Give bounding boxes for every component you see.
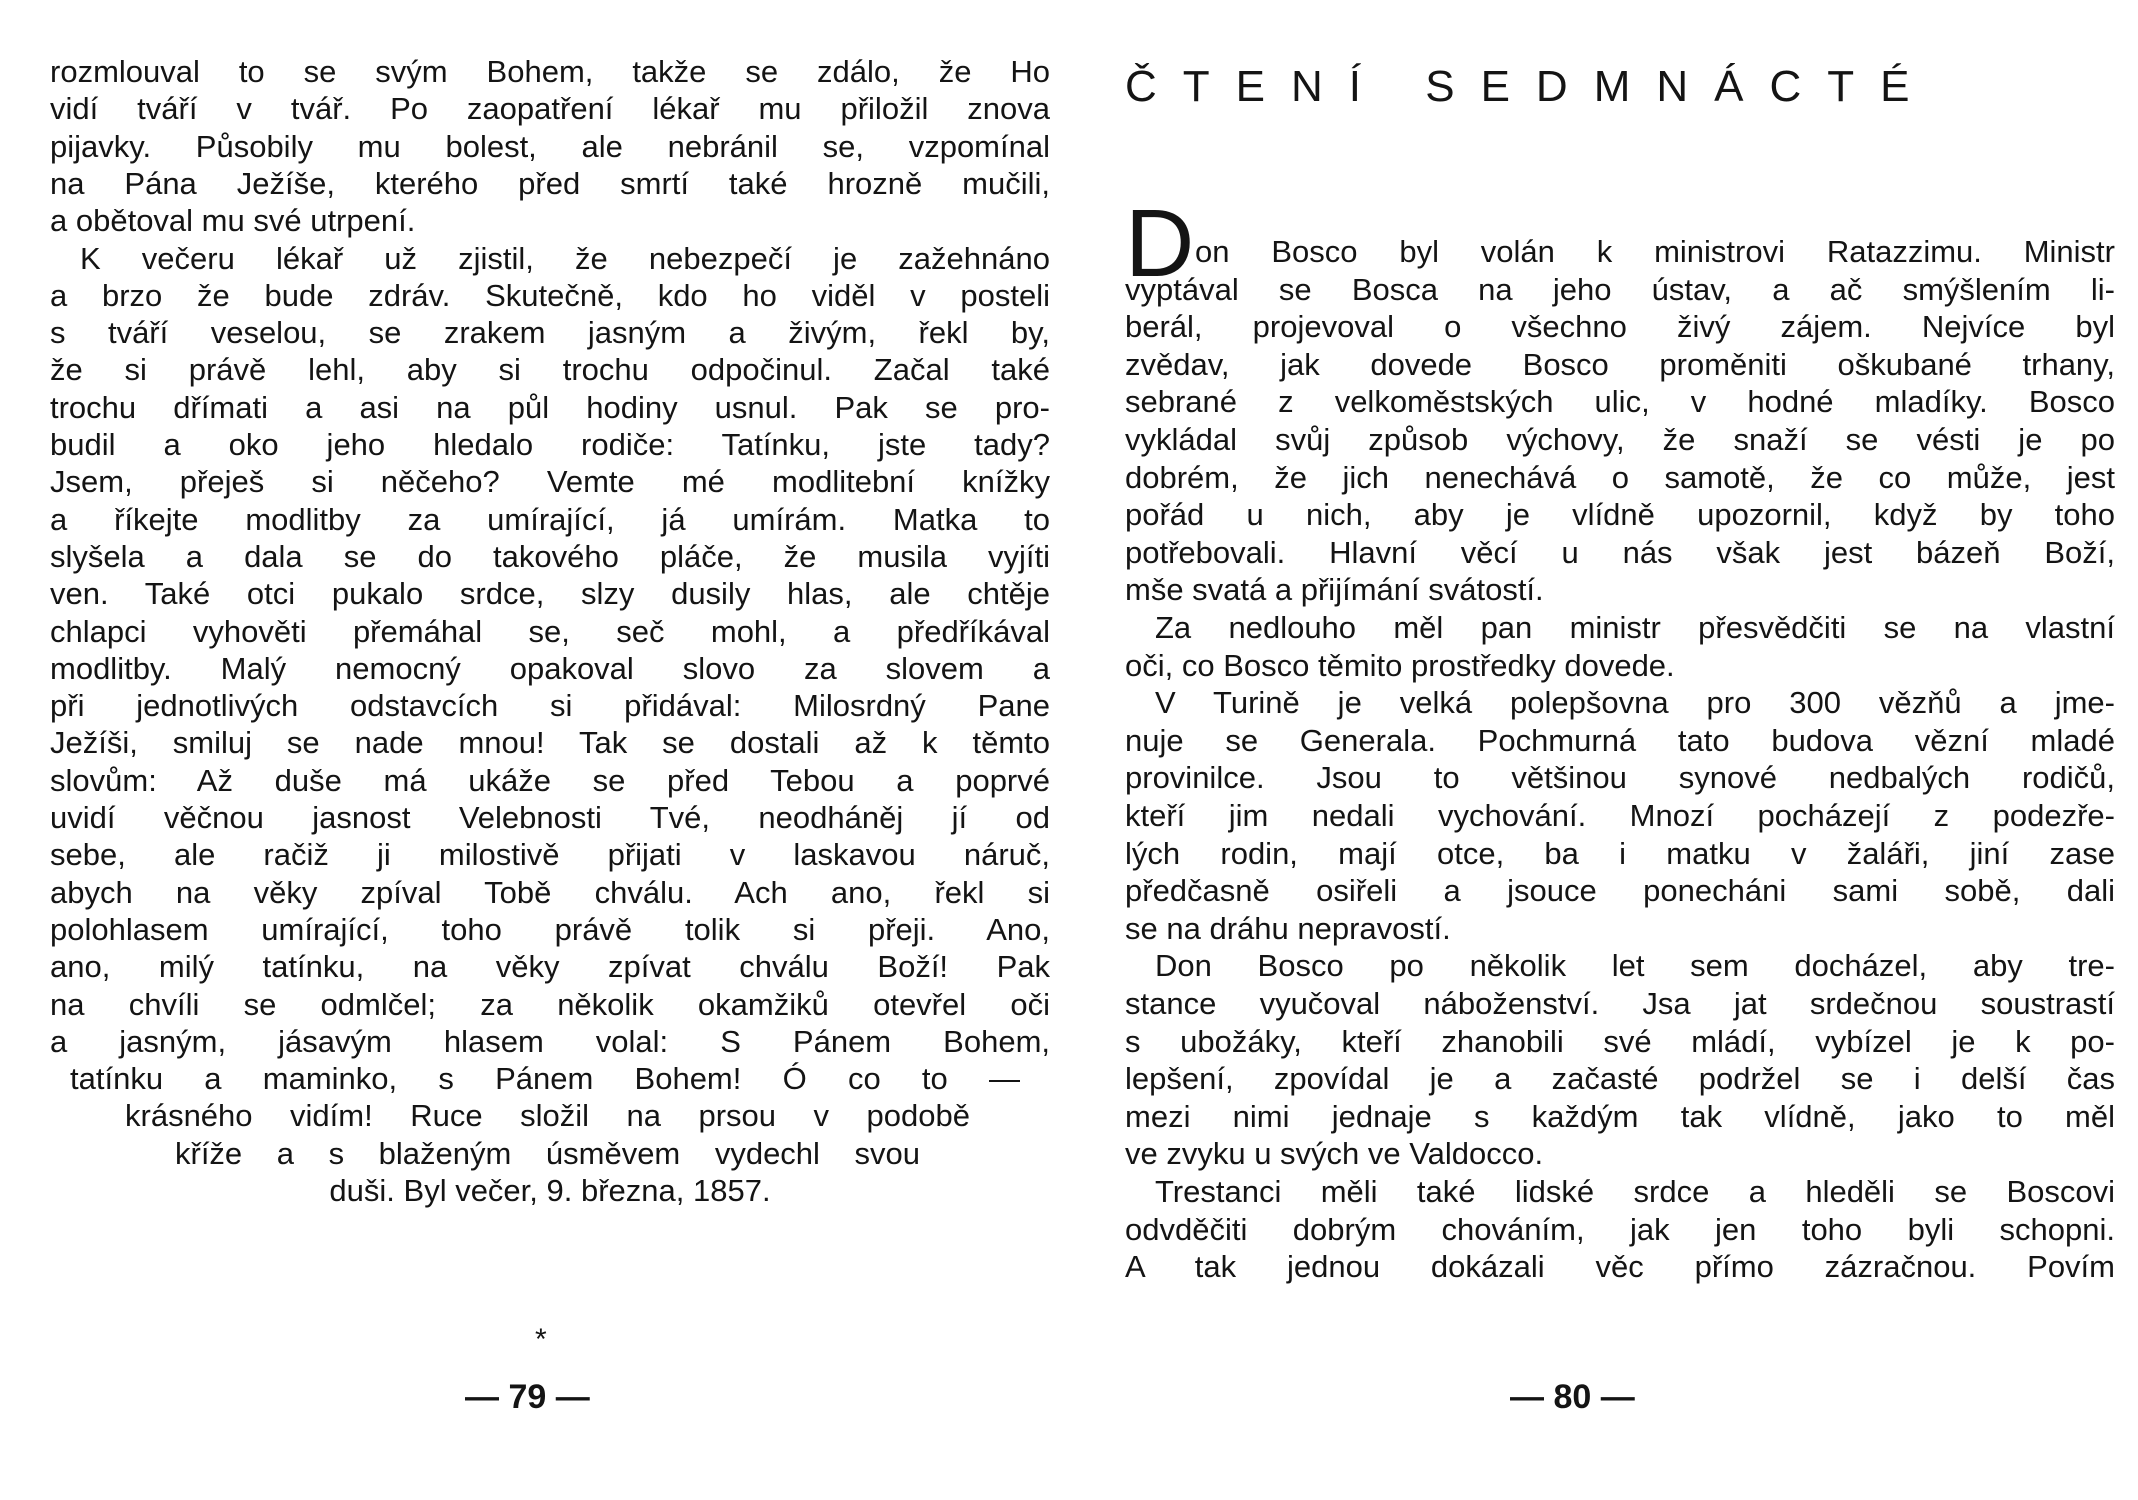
text-line: vidí tváří v tvář. Po zaopatření lékař mu přiložil znova — [50, 91, 1050, 127]
text-line: ven. Také otci pukalo srdce, slzy dusily hlas, ale chtěje — [50, 576, 1050, 612]
text-line: kříže a s blaženým úsměvem vydechl svou — [175, 1135, 920, 1171]
text-line: tatínku a maminko, s Pánem Bohem! Ó co to — — [70, 1061, 1020, 1097]
text-line: pořád u nich, aby je vlídně upozornil, když by toho — [1125, 497, 2115, 533]
text-line: a obětoval mu své utrpení. — [50, 203, 416, 239]
text-line: ano, milý tatínku, na věky zpívat chválu Boží! Pak — [50, 949, 1050, 985]
text-line: trochu dřímati a asi na půl hodiny usnul. Pak se pro- — [50, 389, 1050, 425]
text-line: polohlasem umírající, toho právě tolik si přeji. Ano, — [50, 911, 1050, 947]
text-line: Ježíši, smiluj se nade mnou! Tak se dostali až k těmto — [50, 725, 1050, 761]
text-line: slovům: Až duše má ukáže se před Tebou a poprvé — [50, 762, 1050, 798]
text-line: s ubožáky, kteří zhanobili své mládí, vybízel je k po- — [1125, 1023, 2115, 1059]
text-line: dobrém, že jich nenechává o samotě, že co může, jest — [1125, 459, 2115, 495]
text-line: při jednotlivých odstavcích si přidával: Milosrdný Pane — [50, 688, 1050, 724]
text-line: A tak jednou dokázali věc přímo zázračnou. Povím — [1125, 1249, 2115, 1285]
text-line: vyptával se Bosca na jeho ústav, a ač smýšlením li- — [1125, 271, 2115, 307]
text-line: lých rodin, mají otce, ba i matku v žaláři, jiní zase — [1125, 835, 2115, 871]
text-line: stance vyučoval náboženství. Jsa jat srdečnou soustrastí — [1125, 986, 2115, 1021]
text-line: V Turině je velká polepšovna pro 300 vězňů a jme- — [1155, 685, 2115, 721]
text-line: chlapci vyhověti přemáhal se, seč mohl, a předříkával — [50, 613, 1050, 649]
text-line: sebe, ale račiž ji milostivě přijati v laskavou náruč, — [50, 837, 1050, 873]
text-line: on Bosco byl volán k ministrovi Ratazzimu. Ministr — [1195, 234, 2115, 269]
text-line: oči, co Bosco těmito prostředky dovede. — [1125, 647, 1675, 683]
right-page — [1125, 0, 2115, 1500]
text-line: abych na věky zpíval Tobě chválu. Ach ano, řekl si — [50, 874, 1050, 910]
text-line: a říkejte modlitby za umírající, já umírám. Matka to — [50, 501, 1050, 537]
text-line: na chvíli se odmlčel; za několik okamžiků otevřel oči — [50, 986, 1050, 1022]
text-line: pijavky. Působily mu bolest, ale nebránil se, vzpomínal — [50, 128, 1050, 164]
text-line: na Pána Ježíše, kterého před smrtí také hrozně mučili, — [50, 165, 1050, 201]
text-line: uvidí věčnou jasnost Velebnosti Tvé, neodháněj jí od — [50, 800, 1050, 835]
text-line: mezi nimi jednaje s každým tak vlídně, jako to měl — [1125, 1098, 2115, 1134]
text-line: Don Bosco po několik let sem docházel, aby tre- — [1155, 948, 2115, 984]
text-line: s tváří veselou, se zrakem jasným a živým, řekl by, — [50, 315, 1050, 351]
page-number-left: — 79 — — [465, 1378, 590, 1416]
text-line: modlitby. Malý nemocný opakoval slovo za slovem a — [50, 650, 1050, 686]
text-line: K večeru lékař už zjistil, že nebezpečí je zažehnáno — [80, 240, 1050, 276]
text-line: budil a oko jeho hledalo rodiče: Tatínku, jste tady? — [50, 427, 1050, 462]
text-line: berál, projevoval o všechno živý zájem. Nejvíce byl — [1125, 309, 2115, 345]
text-line: nuje se Generala. Pochmurná tato budova vězní mladé — [1125, 722, 2115, 758]
text-line: potřebovali. Hlavní věcí u nás však jest bázeň Boží, — [1125, 534, 2115, 570]
text-line: Jsem, přeješ si něčeho? Vemte mé modlitební knížky — [50, 464, 1050, 500]
text-line: a brzo že bude zdráv. Skutečně, kdo ho viděl v posteli — [50, 277, 1050, 313]
drop-cap: D — [1125, 190, 1195, 297]
text-line: odvděčiti dobrým chováním, jak jen toho byli schopni. — [1125, 1211, 2115, 1247]
text-line: Trestanci měli také lidské srdce a hleděli se Boscovi — [1155, 1174, 2115, 1209]
text-line: předčasně osiřeli a jsouce ponecháni sami sobě, dali — [1125, 873, 2115, 909]
text-line: provinilce. Jsou to většinou synové nedbalých rodičů, — [1125, 760, 2115, 796]
text-line: lepšení, zpovídal je a začasté podržel se i delší čas — [1125, 1061, 2115, 1097]
text-line: že si právě lehl, aby si trochu odpočinul. Začal také — [50, 352, 1050, 388]
text-line: slyšela a dala se do takového pláče, že musila vyjíti — [50, 538, 1050, 574]
text-line: kteří jim nedali vychování. Mnozí pocházejí z podezře- — [1125, 798, 2115, 833]
text-line: zvědav, jak dovede Bosco proměniti oškubané trhany, — [1125, 346, 2115, 382]
text-line: ve zvyku u svých ve Valdocco. — [1125, 1136, 1544, 1172]
text-line: vykládal svůj způsob výchovy, že snaží se vésti je po — [1125, 422, 2115, 457]
left-page — [50, 0, 1050, 1500]
text-line: Za nedlouho měl pan ministr přesvědčiti se na vlastní — [1155, 610, 2115, 645]
text-line: se na dráhu nepravostí. — [1125, 910, 1451, 946]
text-line: krásného vidím! Ruce složil na prsou v podobě — [125, 1098, 970, 1134]
text-line: rozmlouval to se svým Bohem, takže se zdálo, že Ho — [50, 54, 1050, 89]
page-number-right: — 80 — — [1510, 1378, 1635, 1416]
text-line: sebrané z velkoměstských ulic, v hodné mladíky. Bosco — [1125, 384, 2115, 420]
chapter-title: ČTENÍ SEDMNÁCTÉ — [1125, 62, 1936, 111]
text-line: duši. Byl večer, 9. března, 1857. — [329, 1173, 771, 1208]
section-separator: * — [535, 1323, 547, 1356]
text-line: a jasným, jásavým hlasem volal: S Pánem Bohem, — [50, 1023, 1050, 1059]
text-line: mše svatá a přijímání svátostí. — [1125, 572, 1544, 608]
